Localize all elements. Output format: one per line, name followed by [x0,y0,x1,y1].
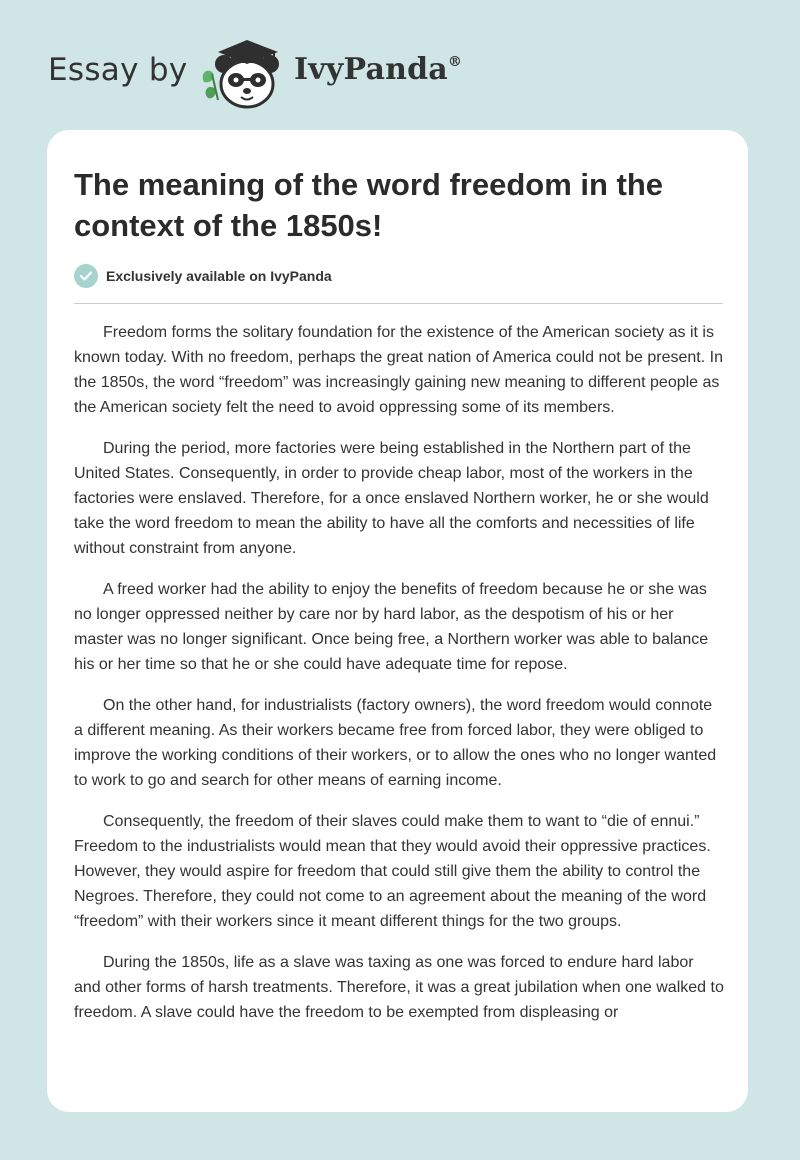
paragraph: Freedom forms the solitary foundation for the existence of the American society as it is known today. With no freedom, perhaps the great nation of America could not be present. In the 1850s, the word “freedom” was increasingly gaining new meaning to different people as the American society felt the need to avoid oppressing some of its members. [74,324,723,416]
paragraph: A freed worker had the ability to enjoy the benefits of freedom because he or she was no longer oppressed neither by care nor by hard labor, as the despotism of his or her master was no longer significant. Once being free, a Northern worker was able to balance his or her time so that he or she could have adequate time for repose. [74,581,709,673]
site-header [48,30,508,110]
paragraph: During the period, more factories were being established in the Northern part of the United States. Consequently, in order to provide cheap labor, most of the workers in the factories were enslaved. Therefore, for a once enslaved Northern worker, he or she would take the word freedom to mean the ability to have all the comforts and necessities of life without constraint from anyone. [74,440,709,557]
registered-mark: ® [447,54,463,70]
brand-name [294,52,462,87]
exclusive-label: Exclusively available on IvyPanda [106,268,332,284]
exclusive-badge [74,264,332,288]
paragraph: During the 1850s, life as a slave was taxing as one was forced to endure hard labor and other forms of harsh treatments. Therefore, it was a great jubilation when one walked to freedom. A slave could have the freedom to be exempted from displeasing or [74,954,724,1021]
paragraph: On the other hand, for industrialists (factory owners), the word freedom would connote a different meaning. As their workers became free from forced labor, they were obliged to improve the working conditions of their workers, or to allow the ones who no longer wanted to work to go and search for other means of earning income. [74,697,717,789]
divider [74,303,723,304]
paragraph: Consequently, the freedom of their slaves could make them to want to “die of ennui.” Freedom to the industrialists would mean that they would avoid their oppressive practices. However, they would aspire for freedom that could still give them the ability to control the Negroes. Therefore, they could not come to an agreement about the meaning of the word “freedom” with their workers since it meant different things for the two groups. [74,813,711,930]
panda-graduate-logo-icon [198,34,288,110]
brand-text: IvyPanda [294,52,448,87]
essay-card [47,130,748,1112]
essay-title: The meaning of the word freedom in the context of the 1850s! [74,167,664,243]
essay-body [74,320,724,1041]
check-icon [74,264,98,288]
essay-by-label: Essay by [48,52,188,88]
